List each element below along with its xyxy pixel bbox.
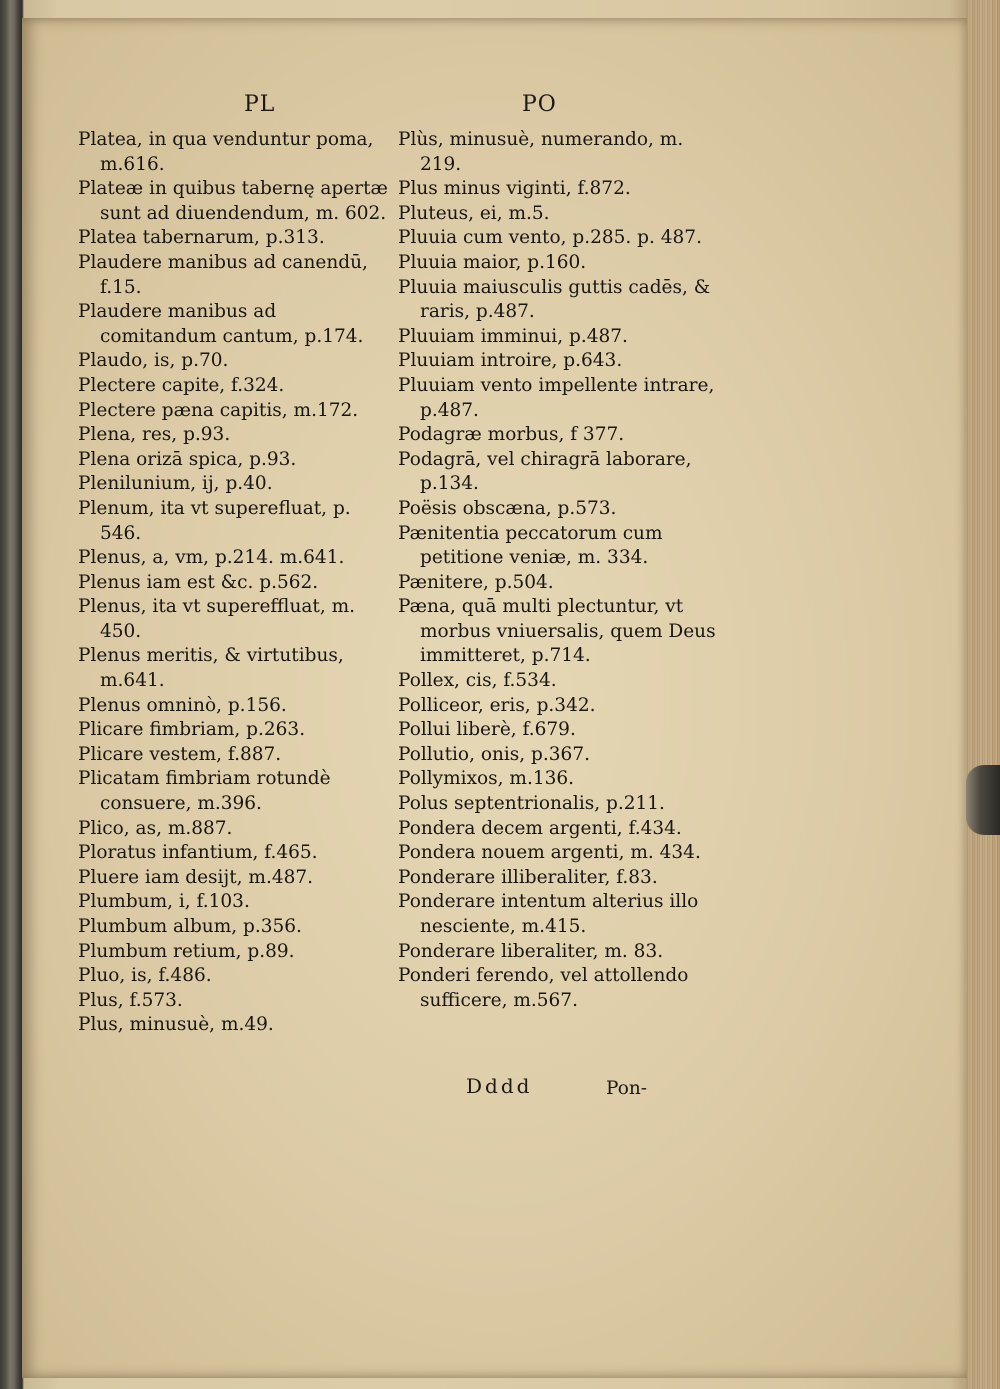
- index-entry: Pluuiam imminui, p.487.: [398, 325, 628, 347]
- book-clasp: [966, 765, 1000, 835]
- index-entry: Pluuia cum vento, p.285. p. 487.: [398, 227, 702, 249]
- index-entry: Pollui liberè, f.679.: [398, 719, 576, 741]
- index-entry: Pæna, quā multi plectuntur, vt morbus vniuersalis, quem Deus immitteret, p.714.: [398, 596, 716, 667]
- index-entry: Poësis obscæna, p.573.: [398, 497, 617, 519]
- index-entry: Pluo, is, f.486.: [78, 965, 212, 987]
- index-entry: Plumbum, i, f.103.: [78, 891, 250, 913]
- index-entry: Pluuia maiusculis guttis cadēs, & raris, p.487.: [398, 276, 711, 323]
- index-entry: Pænitentia peccatorum cum petitione veniæ, m. 334.: [398, 522, 663, 569]
- index-entry: Plectere pæna capitis, m.172.: [78, 399, 359, 421]
- page-edges: [968, 0, 1000, 1389]
- index-entry: Plaudere manibus ad comitandum cantum, p.174.: [78, 301, 364, 347]
- index-entry: Plenus, ita vt supereffluat, m. 450.: [78, 596, 356, 642]
- column-header-right: PO: [522, 92, 557, 117]
- index-entry: Pollutio, onis, p.367.: [398, 743, 590, 765]
- index-entry: Plicare fimbriam, p.263.: [78, 719, 306, 741]
- index-entry: Platea tabernarum, p.313.: [78, 227, 325, 249]
- index-entry: Plus minus viginti, f.872.: [398, 178, 631, 200]
- index-entry: Pluuiam introire, p.643.: [398, 350, 623, 372]
- index-entry: Pondera nouem argenti, m. 434.: [398, 842, 701, 864]
- index-entry: Pollex, cis, f.534.: [398, 670, 557, 692]
- index-entry: Plenus omninò, p.156.: [78, 694, 287, 716]
- index-entry: Plenus iam est &c. p.562.: [78, 571, 319, 593]
- index-entry: Podagræ morbus, f 377.: [398, 424, 625, 446]
- index-entry: Plumbum retium, p.89.: [78, 940, 295, 962]
- index-entry: Plena orizā spica, p.93.: [78, 448, 297, 470]
- index-entry: Pluuiam vento impellente intrare, p.487.: [398, 374, 715, 421]
- right-column: [398, 128, 716, 1013]
- index-entry: Plicare vestem, f.887.: [78, 743, 282, 765]
- index-entry: Plateæ in quibus tabernę apertæ sunt ad diuendendum, m. 602.: [78, 178, 388, 224]
- index-entry: Plectere capite, f.324.: [78, 374, 285, 396]
- index-entry: Plenus meritis, & virtutibus, m.641.: [78, 645, 344, 692]
- index-entry: Plùs, minusuè, numerando, m. 219.: [398, 129, 684, 175]
- index-entry: Plicatam fimbriam rotundè consuere, m.396.: [78, 768, 331, 815]
- index-entry: Pondera decem argenti, f.434.: [398, 817, 682, 839]
- index-entry: Plaudere manibus ad canendū, f.15.: [78, 251, 368, 298]
- index-entry: Plenilunium, ij, p.40.: [78, 473, 273, 495]
- index-entry: Plenum, ita vt superefluat, p. 546.: [78, 497, 351, 544]
- index-entry: Plus, f.573.: [78, 989, 183, 1011]
- index-entry: Ponderare intentum alterius illo nesciente, m.415.: [398, 891, 699, 937]
- index-entry: Plico, as, m.887.: [78, 817, 233, 839]
- left-column: [78, 128, 388, 1038]
- index-entry: Pluere iam desijt, m.487.: [78, 866, 314, 888]
- index-entry: Podagrā, vel chiragrā laborare, p.134.: [398, 448, 692, 495]
- index-entry: Ponderare liberaliter, m. 83.: [398, 940, 664, 962]
- index-entry: Plumbum album, p.356.: [78, 916, 302, 937]
- index-entry: Pollymixos, m.136.: [398, 768, 575, 790]
- index-entry: Pænitere, p.504.: [398, 571, 554, 593]
- index-entry: Platea, in qua venduntur poma, m.616.: [78, 129, 374, 175]
- signature-mark: Dddd: [466, 1074, 533, 1098]
- column-header-left: PL: [244, 92, 276, 117]
- index-entry: Ponderare illiberaliter, f.83.: [398, 866, 658, 888]
- index-entry: Plaudo, is, p.70.: [78, 350, 229, 372]
- index-entry: Plenus, a, vm, p.214. m.641.: [78, 547, 345, 569]
- index-entry: Pluuia maior, p.160.: [398, 251, 587, 273]
- index-entry: Plus, minusuè, m.49.: [78, 1014, 274, 1036]
- index-entry: Ponderi ferendo, vel attollendo sufficere, m.567.: [398, 965, 689, 1011]
- catchword: Pon-: [606, 1078, 648, 1099]
- index-entry: Pluteus, ei, m.5.: [398, 202, 550, 224]
- index-entry: Ploratus infantium, f.465.: [78, 842, 318, 864]
- index-entry: Polus septentrionalis, p.211.: [398, 793, 665, 815]
- index-entry: Plena, res, p.93.: [78, 424, 231, 446]
- index-entry: Polliceor, eris, p.342.: [398, 694, 596, 716]
